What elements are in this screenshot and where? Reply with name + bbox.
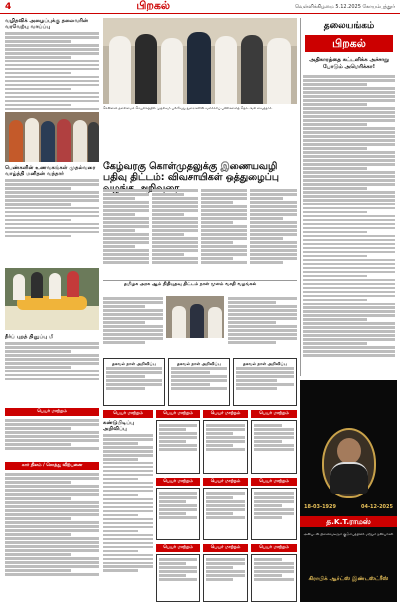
classified-ad-d xyxy=(156,488,200,540)
obituary-tribute: அன்புடன் நினைவுகூரும் குடும்பத்தினர் மற்றும் நண்பர்கள் xyxy=(303,532,394,536)
editorial-label: தலையங்கம் xyxy=(323,21,375,31)
classified-ad-i xyxy=(251,554,297,602)
classified-title-2: கார் நிலம் / சொத்து விற்பனை xyxy=(5,462,99,470)
masthead xyxy=(0,0,400,14)
sub-headline: தமிழக அரசு ஆம் நிதியுதவு திட்டம் நாள் மூலம் வசதி வழங்கல் xyxy=(124,282,257,287)
editorial-body xyxy=(303,74,395,376)
lead-body-col-1 xyxy=(103,188,149,280)
classified-ad-g xyxy=(156,554,200,602)
classified-ad-a xyxy=(156,420,200,474)
classified-title-5: பெயர் மாற்றம் xyxy=(203,410,248,418)
obituary-ad xyxy=(300,380,397,602)
tender-column: கண்டுபிடிப்பு அறிவிப்பு xyxy=(103,420,153,602)
lead-photo xyxy=(103,18,297,104)
obituary-dates xyxy=(300,504,397,510)
obituary-name: த.K.T.ராமஸ் xyxy=(300,516,397,527)
notice-box-1: தகவல் நாள் அறிவிப்பு xyxy=(103,358,165,406)
lead-headline: கேழ்வரகு கொள்முதலுக்கு இணையவழி பதிவு திட்டம்: விவசாயிகள் ஒத்துழைப்பு xyxy=(103,161,279,183)
dateline: வெள்ளிக்கிழமை 5.12.2025 கோயம்புத்தூர் xyxy=(295,3,395,10)
page-number: 4 xyxy=(5,1,12,12)
story-2 xyxy=(5,165,99,265)
classified-ad-b xyxy=(203,420,248,474)
died-date: 04-12-2025 xyxy=(361,504,393,510)
lead-body-col-3 xyxy=(201,188,247,280)
funeral-photo xyxy=(5,268,99,330)
born-date: 18-03-1929 xyxy=(304,504,336,510)
obituary-firm: கிராபிக் ஆர்ட்ஸ் இண்டஸ்ட்ரீஸ் xyxy=(308,576,389,582)
editorial-headline: அதிகாரத்தை கட்டளிக்க அச்சாறு போடும் அமெரிக்கா! xyxy=(309,57,389,70)
notice-box-3: தகவல் நாள் அறிவிப்பு xyxy=(233,358,297,406)
classified-ad-h xyxy=(203,554,248,602)
lead-body-col-4 xyxy=(250,188,297,280)
classified-title-11: பெயர் மாற்றம் xyxy=(203,544,248,552)
divider xyxy=(103,280,297,281)
editorial-logo: பிறகல் xyxy=(305,35,393,52)
story-2-headline: பெண்களின் உணவகங்கள் முதல்வரை வாழ்த்தி மனிதன் வந்தார் xyxy=(5,165,96,177)
column-rule xyxy=(300,18,301,376)
classified-title-8: பெயர் மாற்றம் xyxy=(203,478,248,486)
sub-story-photo xyxy=(166,296,224,338)
classified-body-1 xyxy=(5,418,99,460)
classified-title-12: பெயர் மாற்றம் xyxy=(251,544,297,552)
classified-ad-e xyxy=(203,488,248,540)
classified-body-2 xyxy=(5,472,99,602)
sub-story-body-2 xyxy=(228,296,297,356)
lead-photo-caption: சென்னை தலைமைச் செயலகத்தில் முதல்வர் பல்வேறு துறைகளின் வளர்ச்சிப் பணிகளைத் தொடங்கி வைத்தார். xyxy=(103,106,273,110)
portrait-suit xyxy=(330,462,368,494)
classified-title-3: பெயர் மாற்றம் xyxy=(103,410,153,418)
story-1-headline: வழிதவிக் அழைப்புக்கு தலைவரின் வரவேற்பு வாய்ப்பு xyxy=(5,18,89,30)
sub-story-body xyxy=(103,296,163,356)
classified-title-7: பெயர் மாற்றம் xyxy=(156,478,200,486)
story-3 xyxy=(5,334,99,404)
portrait-face xyxy=(337,438,361,464)
classified-title-4: பெயர் மாற்றம் xyxy=(156,410,200,418)
classified-ad-f xyxy=(251,488,297,540)
classified-ad-c xyxy=(251,420,297,474)
story-3-headline: நீர்ப் புறத் தினுப்பு மீ xyxy=(5,334,54,340)
paper-logo: பிறகல் xyxy=(136,0,170,12)
classified-title-9: பெயர் மாற்றம் xyxy=(251,478,297,486)
classified-title-1: பெயர் மாற்றம் xyxy=(5,408,99,416)
classified-title-6: பெயர் மாற்றம் xyxy=(251,410,297,418)
lead-body-col-2 xyxy=(152,188,198,280)
classified-title-10: பெயர் மாற்றம் xyxy=(156,544,200,552)
notice-box-2: தகவல் நாள் அறிவிப்பு xyxy=(168,358,230,406)
group-photo-left xyxy=(5,112,99,162)
